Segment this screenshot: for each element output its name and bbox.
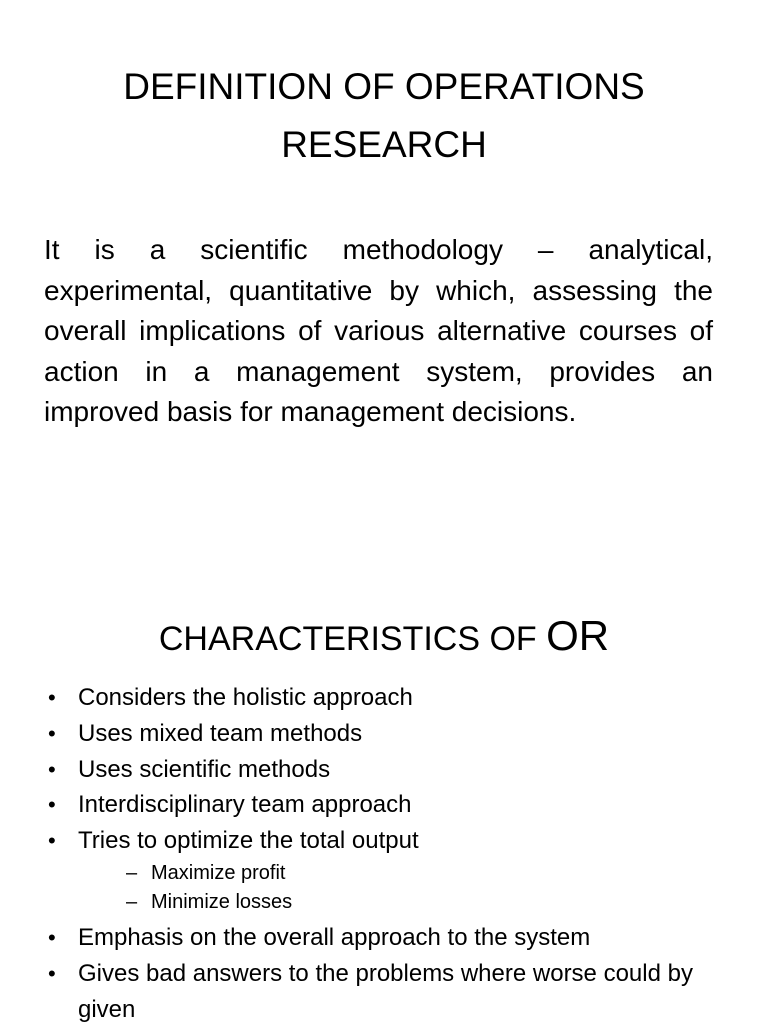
sub-list xyxy=(78,859,750,918)
list-item-text: Uses mixed team methods xyxy=(78,719,363,747)
title-part-2: OR xyxy=(546,612,610,659)
dash-icon: – xyxy=(126,891,138,914)
bullet-icon: • xyxy=(48,756,56,782)
title-part-1: CHARACTERISTICS OF xyxy=(158,620,547,658)
characteristics-list xyxy=(40,680,750,1027)
bullet-icon: • xyxy=(48,924,56,950)
bullet-icon: • xyxy=(48,720,56,746)
list-item-text: Tries to optimize the total output xyxy=(78,827,419,855)
list-item xyxy=(40,787,750,823)
list-item-text: Emphasis on the overall approach to the system xyxy=(78,923,591,951)
sub-list-item-text: Minimize losses xyxy=(151,891,293,914)
bullet-icon: • xyxy=(48,828,56,854)
slide-title-definition xyxy=(40,58,728,174)
list-item xyxy=(40,752,750,788)
title-line-1: DEFINITION OF OPERATIONS xyxy=(123,66,645,107)
list-item-text: Gives bad answers to the problems where worse could by given xyxy=(78,959,693,1023)
list-item-text: Interdisciplinary team approach xyxy=(78,791,412,819)
slide-definition xyxy=(0,0,768,512)
dash-icon: – xyxy=(126,861,138,884)
sub-list-item-text: Maximize profit xyxy=(151,861,286,884)
list-item-text: Uses scientific methods xyxy=(78,755,331,783)
sub-list-item xyxy=(78,859,750,889)
list-item xyxy=(40,823,750,918)
definition-paragraph: It is a scientific methodology – analytical, experimental, quantitative by which, assessing the overall implications of various alternative courses of action in a management system, provides an improved basis for management decisions. xyxy=(44,234,713,428)
title-line-2: RESEARCH xyxy=(281,124,487,165)
bullet-icon: • xyxy=(48,960,56,986)
list-item xyxy=(40,680,750,716)
bullet-icon: • xyxy=(48,685,56,710)
slide-characteristics xyxy=(0,512,768,1024)
list-item xyxy=(40,920,750,956)
list-item xyxy=(40,956,750,1027)
bullet-icon: • xyxy=(48,792,56,818)
slide-title-characteristics xyxy=(40,612,728,660)
sub-list-item xyxy=(78,888,750,918)
list-item xyxy=(40,716,750,752)
list-item-text: Considers the holistic approach xyxy=(78,684,413,711)
